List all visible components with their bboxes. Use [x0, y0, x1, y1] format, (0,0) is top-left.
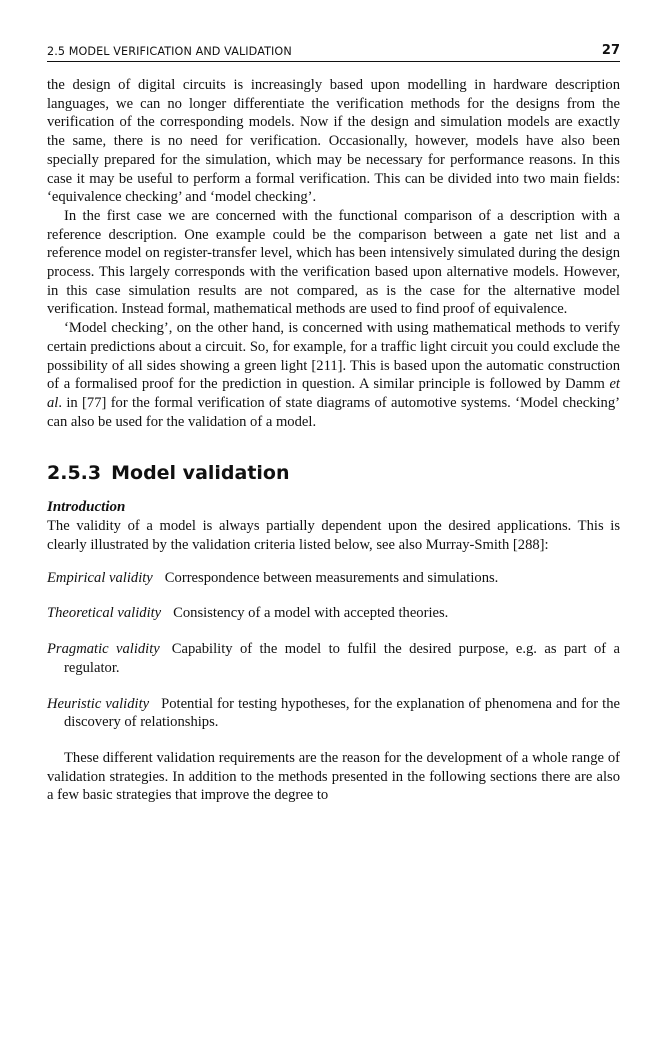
criterion-definition: Capability of the model to fulfil the desired purpose, e.g. as part of a regulator. [64, 641, 620, 676]
running-header-section: 2.5 MODEL VERIFICATION AND VALIDATION [47, 45, 292, 58]
criterion-term: Theoretical validity [47, 605, 162, 622]
criterion-theoretical [47, 604, 620, 623]
criterion-definition: Correspondence between measurements and simulations. [164, 569, 499, 586]
model-checking-text-end: . in [77] for the formal verification of state diagrams of automotive systems. ‘Model checking’ can also be used for the validation of a model. [47, 394, 620, 430]
criterion-term: Pragmatic validity [47, 641, 160, 658]
criterion-definition: Potential for testing hypotheses, for the explanation of phenomena and for the discovery of relationships. [64, 695, 620, 731]
subsection-title: Model validation [111, 462, 290, 485]
running-header [47, 38, 620, 62]
criterion-definition: Consistency of a model with accepted theories. [173, 605, 449, 622]
model-checking-text-start: ‘Model checking’, on the other hand, is concerned with using mathematical methods to verify certain predictions about a circuit. So, for example, for a traffic light circuit you could exclude the possibility of all sides showing a green light [211]. This is based upon the automatic construction of a formalised proof for the prediction in question. A similar principle is followed by Damm [47, 320, 620, 393]
criterion-empirical [47, 569, 620, 588]
paragraph-validation-strategies: These different validation requirements are the reason for the development of a whole range of validation strategies. In addition to the methods presented in the following sections there are also a few basic strategies that improve the degree to [47, 749, 620, 804]
subsection-number: 2.5.3 [47, 462, 102, 485]
body-text [47, 76, 620, 805]
criterion-pragmatic [47, 640, 620, 677]
criterion-heuristic [47, 695, 620, 732]
book-page [47, 38, 620, 805]
subheading-introduction: Introduction [47, 499, 126, 516]
page-number: 27 [601, 43, 620, 58]
criterion-term: Empirical validity [47, 569, 153, 586]
criterion-term: Heuristic validity [47, 695, 150, 712]
subsection-heading [47, 461, 620, 485]
paragraph-model-checking [47, 319, 620, 431]
validation-criteria-list [47, 569, 620, 732]
et-al-italic: et al [47, 376, 620, 411]
paragraph-design-verification: the design of digital circuits is increasingly based upon modelling in hardware description languages, we can no longer differentiate the verification methods for the designs from the verification of the corresponding models. Now if the design and simulation models are exactly the same, there is no need for verification. Occasionally, however, models have also been specially prepared for the simulation, which may be necessary for performance reasons. In this case it may be useful to perform a formal verification. This can be divided into two main fields: ‘equivalence checking’ and ‘model checking’. [47, 77, 620, 206]
paragraph-equivalence-checking: In the first case we are concerned with the functional comparison of a description with a reference description. One example could be the comparison between a gate net list and a reference model on register-transfer level, which has been intensively simulated during the design process. This largely corresponds with the verification based upon alternative models. However, in this case simulation results are not compared, as is the case for the alternative model verification. Instead formal, mathematical methods are used to find proof of equivalence. [47, 207, 620, 318]
paragraph-introduction: The validity of a model is always partially dependent upon the desired applications. This is clearly illustrated by the validation criteria listed below, see also Murray-Smith [288]: [47, 518, 620, 554]
